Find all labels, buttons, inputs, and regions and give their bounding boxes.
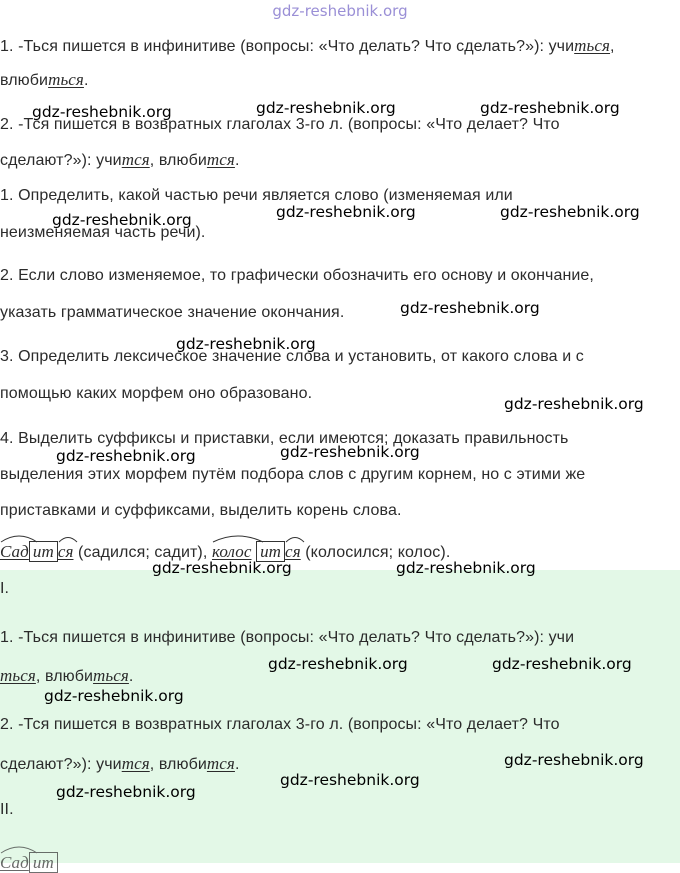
ending: ться: [48, 70, 84, 89]
step2-line1: 2. Если слово изменяемое, то графически обозначить его основу и окончание,: [0, 267, 594, 284]
suffix-box: ит: [256, 541, 285, 562]
watermark: gdz-reshebnik.org: [44, 687, 184, 705]
postfix: [58, 542, 74, 562]
s2-rule1-line1: 1. -Ться пишется в инфинитиве (вопросы: «Что делать? Что сделать?»): учи: [0, 629, 575, 646]
postfix-arc-icon: [58, 533, 78, 543]
postfix-arc-icon: [285, 533, 305, 543]
root-arc-icon: [0, 844, 38, 854]
suffix-box: ит: [29, 541, 58, 562]
step4-line2: выделения этих морфем путём подбора слов с другим корнем, но с этими же: [0, 466, 586, 483]
watermark: gdz-reshebnik.org: [280, 443, 420, 461]
watermark: gdz-reshebnik.org: [176, 335, 316, 353]
ending: тся: [206, 150, 235, 169]
watermark: gdz-reshebnik.org: [500, 203, 640, 221]
ending: ться: [93, 666, 129, 685]
watermark: gdz-reshebnik.org: [56, 783, 196, 801]
rule2-line2: [0, 150, 239, 170]
watermark: gdz-reshebnik.org: [32, 103, 172, 121]
step4-line3: приставками и суффиксами, выделить корень слова.: [0, 502, 402, 519]
section2-heading1: I.: [0, 580, 10, 597]
ending: ться: [0, 666, 36, 685]
root-sad: [0, 542, 29, 562]
note: (садился; садит),: [73, 544, 212, 561]
ending: тся: [121, 754, 150, 773]
text: , влюби: [149, 152, 207, 169]
text: , влюби: [35, 668, 94, 685]
step1-line1: 1. Определить, какой частью речи является слово (изменяемая или: [0, 187, 513, 204]
step1-line2: неизменяемая часть речи).: [0, 224, 206, 241]
rule1-line2: [0, 70, 89, 90]
watermark: gdz-reshebnik.org: [276, 203, 416, 221]
rule1-text: 1. -Ться пишется в инфинитиве (вопросы: «Что делать? Что сделать?»): учи: [0, 38, 575, 55]
watermark: gdz-reshebnik.org: [480, 99, 620, 117]
ending: тся: [121, 150, 150, 169]
watermark: gdz-reshebnik.org: [492, 655, 632, 673]
stem: влюби: [0, 72, 49, 89]
step3-line2: помощью каких морфем оно образовано.: [0, 385, 313, 402]
note: (колосился; колос).: [300, 544, 451, 561]
s2-rule1-line2: [0, 666, 133, 686]
step3-line1: 3. Определить лексическое значение слова и установить, от какого слова и с: [0, 348, 584, 365]
step2-line2: указать грамматическое значение окончания.: [0, 304, 345, 321]
watermark: gdz-reshebnik.org: [56, 447, 196, 465]
root-text: Сад: [0, 542, 29, 561]
watermark: gdz-reshebnik.org: [504, 751, 644, 769]
watermark: gdz-reshebnik.org: [400, 299, 540, 317]
suffix-box: ит: [29, 852, 58, 873]
punct: .: [234, 152, 240, 169]
watermark: gdz-reshebnik.org: [280, 771, 420, 789]
punct: .: [234, 756, 240, 773]
s2-rule2-line1: 2. -Тся пишется в возвратных глаголах 3-го л. (вопросы: «Что делает? Что: [0, 716, 560, 733]
rule2-line1: 2. -Тся пишется в возвратных глаголах 3-го л. (вопросы: «Что делает? Что: [0, 116, 560, 133]
s2-rule2-line2: [0, 754, 239, 774]
watermark: gdz-reshebnik.org: [268, 655, 408, 673]
watermark: gdz-reshebnik.org: [52, 211, 192, 229]
postfix-text: ся: [57, 542, 74, 561]
section2-heading2: II.: [0, 801, 14, 818]
root-sad: [0, 853, 29, 873]
root-text: колос: [211, 542, 252, 561]
root-arc-icon: [0, 533, 38, 543]
punct: .: [83, 72, 89, 89]
text: сделают?»): учи: [0, 152, 122, 169]
punct: .: [128, 668, 134, 685]
watermark: gdz-reshebnik.org: [504, 395, 644, 413]
ending: тся: [206, 754, 235, 773]
root-text: Сад: [0, 853, 29, 872]
text: сделают?»): учи: [0, 756, 122, 773]
text: , влюби: [149, 756, 207, 773]
postfix-text: ся: [285, 542, 301, 561]
rule1-line1: 1. -Ться пишется в инфинитиве (вопросы: «Что делать? Что сделать?»): учиться,: [0, 36, 615, 55]
root-arc-icon: [212, 533, 264, 543]
step4-line1: 4. Выделить суффиксы и приставки, если имеются; доказать правильность: [0, 430, 569, 447]
watermark: gdz-reshebnik.org: [256, 99, 396, 117]
site-link[interactable]: gdz-reshebnik.org: [272, 2, 408, 20]
ending: ться: [574, 36, 611, 55]
watermark: gdz-reshebnik.org: [152, 559, 292, 577]
watermark: gdz-reshebnik.org: [396, 559, 536, 577]
